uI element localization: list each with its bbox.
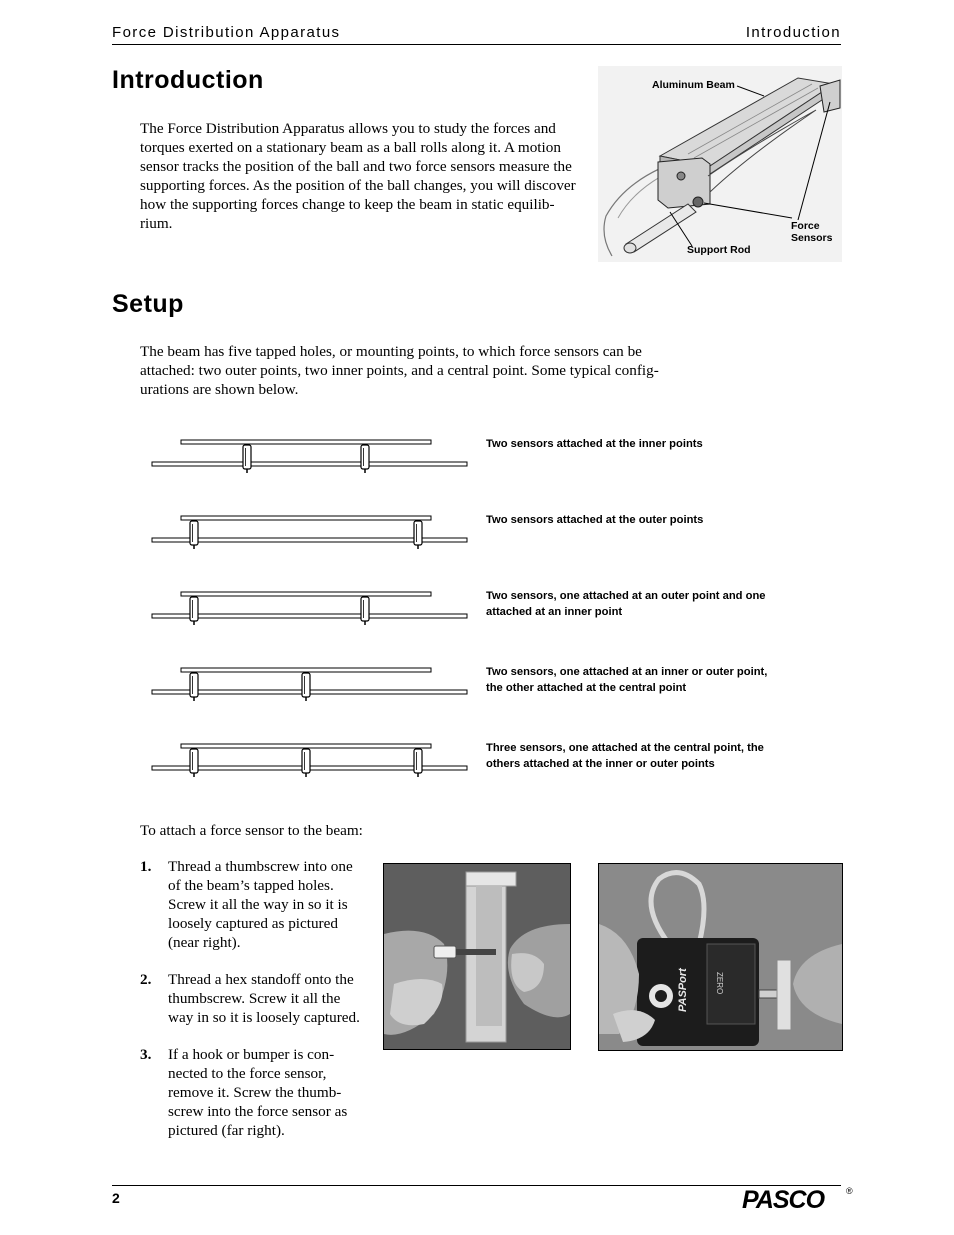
force-sensor-mark: [302, 673, 310, 701]
running-header-left: Force Distribution Apparatus: [112, 24, 341, 41]
setup-line: The beam has five tapped holes, or mounting points, to which force sensors can be: [140, 343, 642, 360]
step-line: screw into the force sensor as: [168, 1103, 348, 1120]
force-sensor-photo: [598, 863, 843, 1051]
apparatus-figure: [598, 66, 842, 262]
config-diagram: [152, 592, 467, 625]
sensor-body: [190, 597, 198, 621]
force-sensor-mark: [190, 749, 198, 777]
sensor-body: [414, 749, 422, 773]
config-diagram: [152, 744, 467, 777]
step-2: [140, 970, 372, 1027]
support-rod-label: Support Rod: [687, 244, 751, 256]
step-number: 2.: [140, 971, 152, 988]
pasco-logo: PASCO: [742, 1186, 825, 1214]
setup-title: Setup: [112, 290, 184, 318]
step-line: pictured (far right).: [168, 1122, 285, 1139]
support-rod-bar: [152, 462, 467, 466]
step-line: If a hook or bumper is con-: [168, 1046, 335, 1063]
sensor-body: [302, 673, 310, 697]
config-caption-line: attached at an inner point: [486, 606, 623, 618]
intro-line: supporting forces. As the position of the ball changes, you will discover: [140, 177, 576, 194]
config-caption-line: the other attached at the central point: [486, 682, 687, 694]
intro-line: rium.: [140, 215, 173, 232]
aluminum-beam-label: Aluminum Beam: [652, 79, 735, 91]
intro-title: Introduction: [112, 66, 264, 94]
config-caption-line: Two sensors, one attached at an inner or outer point,: [486, 666, 768, 678]
running-header-right: Introduction: [745, 24, 841, 41]
config-caption-2: [486, 512, 703, 528]
step-line: (near right).: [168, 934, 241, 951]
intro-line: how the supporting forces change to keep the beam in static equilib-: [140, 196, 555, 213]
force-sensors-label: [791, 220, 832, 244]
sensor-body: [190, 749, 198, 773]
header-rule: [112, 44, 841, 45]
intro-line: torques exerted on a stationary beam as a ball rolls along it. A motion: [140, 139, 561, 156]
thumbscrew-photo-illustration: [384, 864, 570, 1049]
step-line: of the beam’s tapped holes.: [168, 877, 334, 894]
config-caption-1: [486, 436, 703, 452]
configuration-diagrams-svg: [150, 432, 472, 784]
step-line: loosely captured as pictured: [168, 915, 338, 932]
sensor-body: [302, 749, 310, 773]
attach-intro: To attach a force sensor to the beam:: [140, 822, 363, 839]
force-sensor-photo-illustration: [599, 864, 842, 1050]
intro-line: sensor tracks the position of the ball and two force sensors measure the: [140, 158, 572, 175]
force-sensors-label-line: Sensors: [791, 232, 833, 244]
step-number: 3.: [140, 1046, 152, 1063]
config-caption-line: Two sensors attached at the outer points: [486, 514, 704, 526]
step-line: Screw it all the way in so it is: [168, 896, 348, 913]
step-line: Thread a hex standoff onto the: [168, 971, 354, 988]
intro-line: The Force Distribution Apparatus allows you to study the forces and: [140, 120, 556, 137]
zero-button-label: ZERO: [715, 972, 724, 995]
config-diagram: [152, 668, 467, 701]
config-caption-5: [486, 740, 764, 772]
intro-paragraph: [140, 119, 576, 233]
support-rod-bar: [152, 614, 467, 618]
beam-bar: [181, 668, 431, 672]
config-caption-line: Three sensors, one attached at the central point, the: [486, 742, 764, 754]
force-sensor-mark: [243, 445, 251, 473]
thumbscrew-photo: [383, 863, 571, 1050]
step-3: [140, 1045, 372, 1140]
sensor-body: [190, 673, 198, 697]
step-line: way in so it is loosely captured.: [168, 1009, 360, 1026]
config-diagram: [152, 516, 467, 549]
beam-bar: [181, 440, 431, 444]
force-sensor-mark: [361, 597, 369, 625]
force-sensor-mark: [190, 521, 198, 549]
configuration-diagrams: [150, 432, 472, 784]
registered-mark: ®: [846, 1186, 853, 1196]
config-caption-3: [486, 588, 766, 620]
sensor-body: [243, 445, 251, 469]
steps-list: [140, 857, 372, 1140]
force-sensor-mark: [414, 749, 422, 777]
setup-paragraph: [140, 342, 659, 399]
sensor-body: [414, 521, 422, 545]
setup-line: urations are shown below.: [140, 381, 299, 398]
step-line: remove it. Screw the thumb-: [168, 1084, 342, 1101]
config-diagram: [152, 440, 467, 473]
force-sensor-mark: [361, 445, 369, 473]
step-line: thumbscrew. Screw it all the: [168, 990, 341, 1007]
config-caption-4: [486, 664, 767, 696]
page-number: 2: [112, 1190, 120, 1206]
force-sensor-mark: [414, 521, 422, 549]
sensor-body: [190, 521, 198, 545]
force-sensor-mark: [302, 749, 310, 777]
setup-line: attached: two outer points, two inner points, and a central point. Some typical config-: [140, 362, 659, 379]
step-line: Thread a thumbscrew into one: [168, 858, 353, 875]
footer-rule: [112, 1185, 841, 1186]
sensor-body: [361, 597, 369, 621]
force-sensors-label-line: Force: [791, 220, 820, 232]
config-caption-line: Two sensors attached at the inner points: [486, 438, 703, 450]
force-sensor-mark: [190, 597, 198, 625]
pasport-brand-label: PASPort: [677, 968, 689, 1012]
sensor-body: [361, 445, 369, 469]
step-number: 1.: [140, 858, 152, 875]
beam-bar: [181, 744, 431, 748]
config-caption-line: Two sensors, one attached at an outer point and one: [486, 590, 766, 602]
beam-bar: [181, 516, 431, 520]
beam-bar: [181, 592, 431, 596]
force-sensor-mark: [190, 673, 198, 701]
config-caption-line: others attached at the inner or outer points: [486, 758, 715, 770]
step-line: nected to the force sensor,: [168, 1065, 327, 1082]
step-1: [140, 857, 372, 952]
